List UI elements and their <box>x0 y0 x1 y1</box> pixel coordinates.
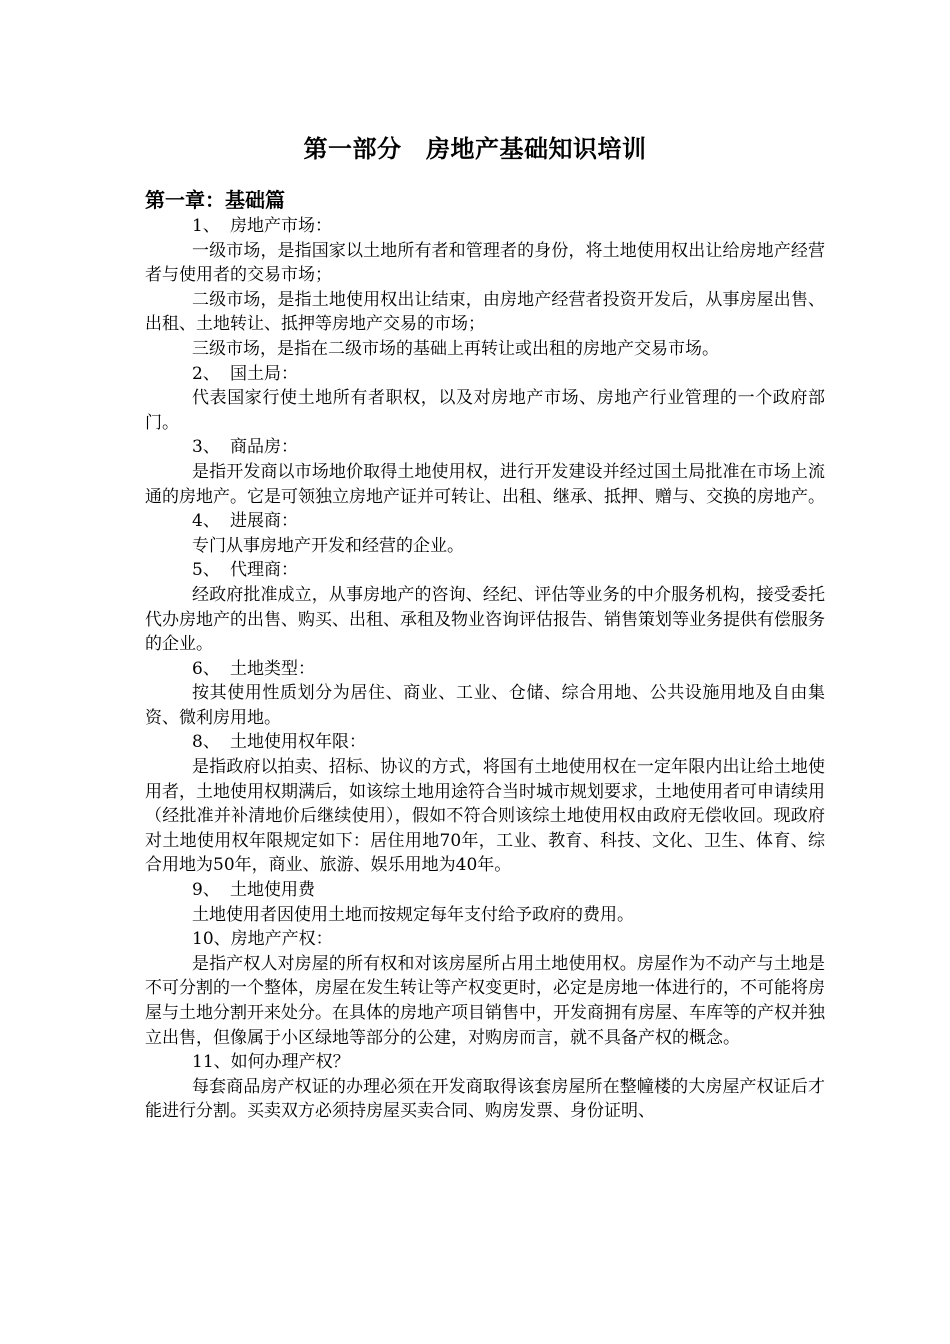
document-body <box>145 214 825 1124</box>
paragraph: 按其使用性质划分为居住、商业、工业、仓储、综合用地、公共设施用地及自由集资、微利房用地。 <box>145 683 825 728</box>
section-heading-text: 代理商： <box>230 560 298 581</box>
paragraph: 每套商品房产权证的办理必须在开发商取得该套房屋所在整幢楼的大房屋产权证后才能进行分割。买卖双方必须持房屋买卖合同、购房发票、身份证明、 <box>145 1076 825 1122</box>
paragraph: 代表国家行使土地所有者职权，以及对房地产市场、房地产行业管理的一个政府部门。 <box>145 388 825 433</box>
paragraph: 土地使用者因使用土地而按规定每年支付给予政府的费用。 <box>192 904 634 925</box>
paragraph: 是指开发商以市场地价取得土地使用权，进行开发建设并经过国土局批准在市场上流通的房地产。它是可领独立房地产证并可转让、出租、继承、抵押、赠与、交换的房地产。 <box>145 461 825 507</box>
section-heading <box>145 927 825 952</box>
section-heading-text: 土地使用费 <box>230 880 315 901</box>
section-heading-text: 土地使用权年限： <box>230 732 366 753</box>
section-number: 6、 <box>192 658 220 679</box>
section-number: 3、 <box>192 437 220 458</box>
section-heading <box>145 435 825 460</box>
section-heading <box>145 214 825 239</box>
section-heading-text: 11、如何办理产权？ <box>192 1052 350 1073</box>
section-number: 5、 <box>192 560 220 581</box>
section-heading <box>145 558 825 583</box>
section-heading-text: 商品房： <box>230 437 298 458</box>
paragraph: 专门从事房地产开发和经营的企业。 <box>192 535 464 556</box>
paragraph: 是指产权人对房屋的所有权和对该房屋所占用土地使用权。房屋作为不动产与土地是不可分割的一个整体，房屋在发生转让等产权变更时，必定是房地一体进行的，不可能将房屋与土地分割开来处分。在具体的房地产项目销售中，开发商拥有房屋、车库等的产权并独立出售，但像属于小区绿地等部分的公建，对购房而言，就不具备产权的概念。 <box>145 953 825 1048</box>
section-number: 4、 <box>192 511 220 532</box>
paragraph: 一级市场，是指国家以土地所有者和管理者的身份，将土地使用权出让给房地产经营者与使用者的交易市场； <box>145 240 825 286</box>
section-heading-text: 土地类型： <box>230 658 315 679</box>
section-number: 2、 <box>192 363 220 384</box>
section-heading-text: 国土局： <box>230 363 298 384</box>
chapter-heading: 第一章：基础篇 <box>145 188 285 212</box>
section-heading <box>145 730 825 755</box>
paragraph: 二级市场，是指土地使用权出让结束，由房地产经营者投资开发后，从事房屋出售、出租、土地转让、抵押等房地产交易的市场； <box>145 289 825 335</box>
paragraph: 经政府批准成立，从事房地产的咨询、经纪、评估等业务的中介服务机构，接受委托代办房地产的出售、购买、出租、承租及物业咨询评估报告、销售策划等业务提供有偿服务的企业。 <box>145 584 825 655</box>
section-heading-text: 进展商： <box>230 511 298 532</box>
section-number: 1、 <box>192 216 220 236</box>
section-heading-text: 房地产市场： <box>230 216 332 236</box>
paragraph: 是指政府以拍卖、招标、协议的方式，将国有土地使用权在一定年限内出让给土地使用者，土地使用权期满后，如该综土地用途符合当时城市规划要求，土地使用者可申请续用（经批准并补清地价后继续使用），假如不符合则该综土地使用权由政府无偿收回。现政府对土地使用权年限规定如下：居住用地70年，工业、教育、科技、文化、卫生、体育、综合用地为50年，商业、旅游、娱乐用地为40年。 <box>145 757 825 876</box>
section-number: 8、 <box>192 732 220 753</box>
section-heading <box>145 362 825 387</box>
section-heading <box>145 509 825 534</box>
section-heading <box>145 1050 825 1075</box>
section-number: 9、 <box>192 880 220 901</box>
section-heading <box>145 657 825 682</box>
document-title: 第一部分 房地产基础知识培训 <box>303 134 647 163</box>
section-heading-text: 10、房地产产权： <box>192 929 333 950</box>
section-heading <box>145 878 825 903</box>
paragraph: 三级市场，是指在二级市场的基础上再转让或出租的房地产交易市场。 <box>192 338 719 359</box>
